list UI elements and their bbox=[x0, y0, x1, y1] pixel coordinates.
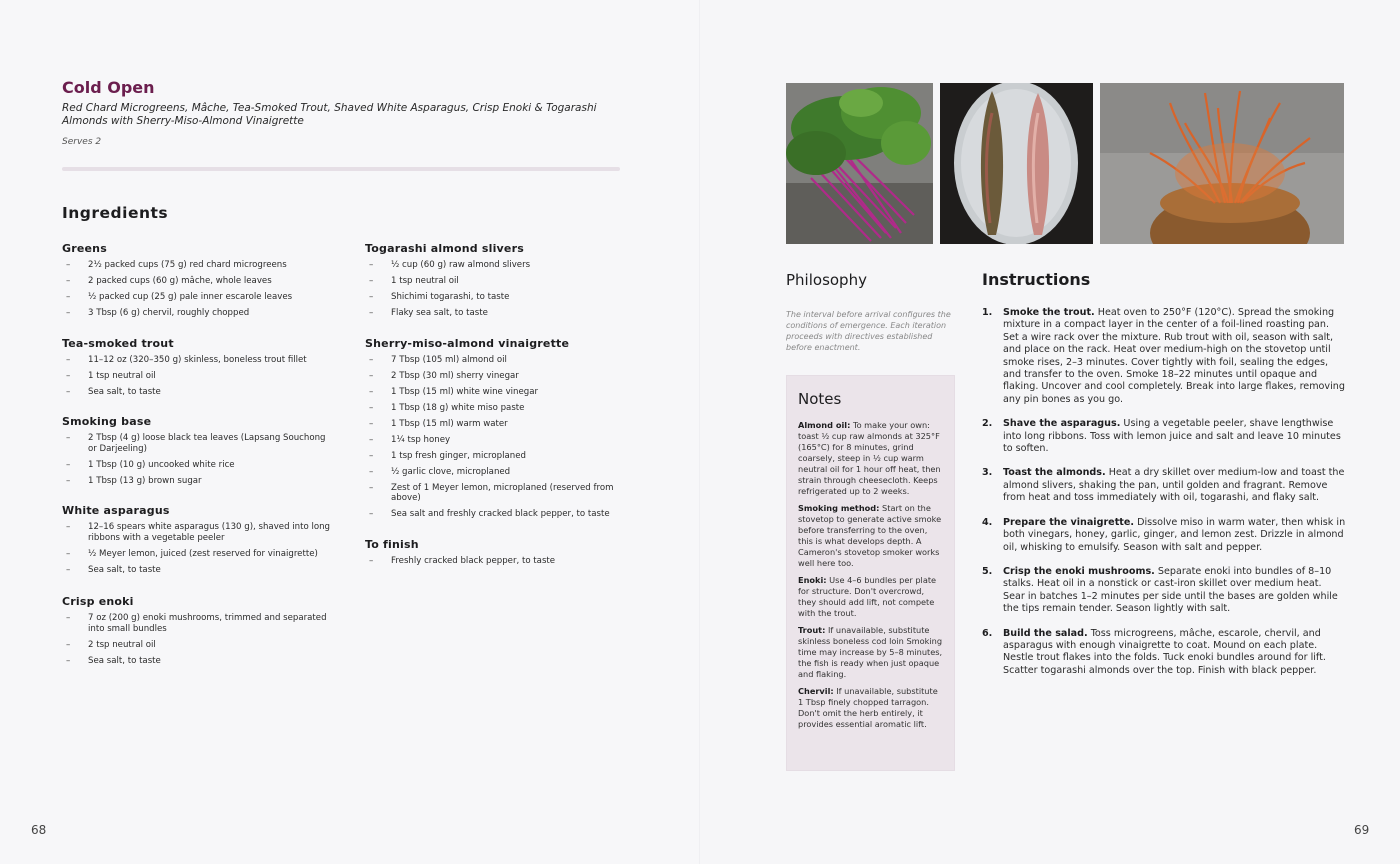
note-text: Start on the stovetop to generate active smoke before transferring to the oven, this is what develops depth. A Cameron's stovetop smoker works well here too. bbox=[798, 503, 942, 568]
ingredient-group-heading: Tea-smoked trout bbox=[62, 336, 174, 350]
serves-label: Serves 2 bbox=[62, 137, 102, 147]
ingredient-group-crisp-enoki bbox=[62, 595, 332, 666]
note-almond-oil bbox=[798, 420, 943, 497]
note-trout bbox=[798, 625, 943, 680]
recipe-title: Cold Open bbox=[62, 78, 155, 97]
ingredient-item: – ½ cup (60 g) raw almond slivers bbox=[365, 260, 625, 271]
note-text: If unavailable, substitute 1 Tbsp finely chopped tarragon. Don't omit the herb entirely, it provides essential aromatic lift. bbox=[798, 686, 938, 729]
ingredient-group-heading: White asparagus bbox=[62, 504, 170, 517]
step-text: Dissolve miso in warm water, then whisk in both vinegars, honey, garlic, ginger, and lemon zest. Drizzle in almond oil, whisking to emulsify. Season with salt and pepper. bbox=[1003, 516, 1346, 553]
recipe-subtitle: Red Chard Microgreens, Mâche, Tea-Smoked Trout, Shaved White Asparagus, Crisp Enoki & Togarashi Almonds with Sherry-Miso-Almond Vinaigrette bbox=[62, 102, 597, 127]
step-text: Toss microgreens, mâche, escarole, chervil, and asparagus with enough vinaigrette to coat. Mound on each plate. Nestle trout flakes into the folds. Tuck enoki bundles around for lift. Scatter togarashi almonds over the top. Finish with black pepper. bbox=[1003, 627, 1326, 676]
page-number-right: 69 bbox=[1354, 823, 1370, 837]
step-title: Prepare the vinaigrette. bbox=[1003, 516, 1135, 528]
ingredient-group-white-asparagus bbox=[62, 504, 332, 575]
step-number: 3. bbox=[982, 467, 993, 479]
step-number: 2. bbox=[982, 418, 993, 430]
ingredient-item: – 1 tsp neutral oil bbox=[365, 276, 625, 287]
ingredient-item: – Sea salt, to taste bbox=[62, 656, 332, 667]
ingredients-heading: Ingredients bbox=[62, 204, 169, 222]
ingredient-item: – ½ garlic clove, microplaned bbox=[365, 467, 625, 478]
ingredient-item: – 2 tsp neutral oil bbox=[62, 640, 332, 651]
notes-box bbox=[786, 375, 955, 771]
step-text: Using a vegetable peeler, shave lengthwise into long ribbons. Toss with lemon juice and salt and leave 10 minutes to soften. bbox=[1003, 418, 1341, 455]
ingredient-item: – 2 packed cups (60 g) mâche, whole leaves bbox=[62, 276, 332, 287]
ingredient-item: – Freshly cracked black pepper, to taste bbox=[365, 556, 625, 567]
ingredient-item: – 1¼ tsp honey bbox=[365, 435, 625, 446]
note-text: If unavailable, substitute skinless boneless cod loin Smoking time may increase by 5–8 minutes, the fish is ready when just opaque and flaking. bbox=[798, 625, 943, 679]
note-enoki bbox=[798, 575, 943, 619]
ingredient-group-heading: Greens bbox=[62, 242, 107, 255]
ingredient-item: – 12–16 spears white asparagus (130 g), shaved into long ribbons with a vegetable peeler bbox=[62, 522, 332, 543]
ingredient-item: – 1 Tbsp (10 g) uncooked white rice bbox=[62, 460, 332, 471]
note-label: Smoking method: bbox=[798, 503, 880, 513]
ingredient-item: – 7 Tbsp (105 ml) almond oil bbox=[365, 355, 625, 366]
ingredient-group-to-finish bbox=[365, 538, 625, 567]
ingredient-group-heading: Sherry-miso-almond vinaigrette bbox=[365, 336, 570, 350]
ingredient-item: – 1 tsp neutral oil bbox=[62, 371, 332, 382]
note-label: Almond oil: bbox=[798, 420, 851, 430]
step-number: 6. bbox=[982, 627, 993, 639]
note-label: Enoki: bbox=[798, 575, 827, 585]
ingredient-item: – 3 Tbsp (6 g) chervil, roughly chopped bbox=[62, 308, 332, 319]
philosophy-heading: Philosophy bbox=[786, 271, 867, 289]
step-title: Build the salad. bbox=[1003, 627, 1088, 639]
instruction-step bbox=[982, 418, 1346, 455]
instruction-step bbox=[982, 517, 1346, 554]
notes-heading: Notes bbox=[798, 390, 842, 408]
ingredient-item: – Sea salt, to taste bbox=[62, 387, 332, 398]
ingredient-item: – 1 Tbsp (18 g) white miso paste bbox=[365, 403, 625, 414]
step-number: 1. bbox=[982, 307, 993, 318]
ingredient-item: – ½ Meyer lemon, juiced (zest reserved for vinaigrette) bbox=[62, 549, 332, 560]
ingredient-item: – 2 Tbsp (4 g) loose black tea leaves (Lapsang Souchong or Darjeeling) bbox=[62, 433, 332, 454]
ingredient-group-togarashi-almonds bbox=[365, 242, 625, 319]
red-chard-microgreens-photo bbox=[786, 83, 933, 244]
instructions-list bbox=[982, 307, 1346, 689]
instruction-step bbox=[982, 307, 1346, 406]
note-smoking-method bbox=[798, 503, 943, 569]
step-text: Heat oven to 250°F (120°C). Spread the smoking mixture in a compact layer in the center of a foil-lined roasting pan. Set a wire rack over the mixture. Rub trout with oil, season with salt, and place on the rack. Heat over medium-high on the stovetop until smoke rises, 2–3 minutes. Cover tightly with foil, sealing the edges, and transfer to the oven. Smoke 18–22 minutes until opaque and flaking. Uncover and cool completely. Break into large flakes, removing any pin bones as you go. bbox=[1003, 307, 1345, 405]
step-title: Toast the almonds. bbox=[1003, 467, 1106, 479]
step-title: Smoke the trout. bbox=[1003, 307, 1095, 318]
step-number: 5. bbox=[982, 565, 993, 577]
ingredient-item: – Sea salt, to taste bbox=[62, 565, 332, 576]
smoked-trout-photo bbox=[940, 83, 1093, 244]
note-chervil bbox=[798, 686, 943, 730]
ingredient-item: – ½ packed cup (25 g) pale inner escarole leaves bbox=[62, 292, 332, 303]
ingredient-item: – Zest of 1 Meyer lemon, microplaned (reserved from above) bbox=[365, 483, 625, 504]
ingredient-item: – Sea salt and freshly cracked black pepper, to taste bbox=[365, 509, 625, 520]
ingredient-item: – Shichimi togarashi, to taste bbox=[365, 292, 625, 303]
crisp-enoki-photo bbox=[1100, 83, 1344, 244]
instruction-step bbox=[982, 628, 1346, 678]
ingredient-item: – 2 Tbsp (30 ml) sherry vinegar bbox=[365, 371, 625, 382]
philosophy-text: The interval before arrival configures the conditions of emergence. Each iteration proceeds with directives established before enactment. bbox=[786, 310, 951, 352]
ingredient-item: – 11–12 oz (320–350 g) skinless, boneless trout fillet bbox=[62, 355, 332, 366]
ingredient-group-tea-smoked-trout bbox=[62, 337, 332, 398]
instruction-step bbox=[982, 467, 1346, 504]
ingredient-group-greens bbox=[62, 242, 332, 319]
step-text: Separate enoki into bundles of 8–10 stalks. Heat oil in a nonstick or cast-iron skillet over medium heat. Sear in batches 1–2 minutes per side until the bases are golden while the tips remain tender. Season lightly with salt. bbox=[1003, 565, 1338, 615]
ingredients-column-2 bbox=[365, 242, 625, 584]
ingredient-group-vinaigrette bbox=[365, 337, 625, 520]
step-title: Crisp the enoki mushrooms. bbox=[1003, 565, 1155, 577]
ingredients-column-1 bbox=[62, 242, 332, 684]
ingredient-group-smoking-base bbox=[62, 415, 332, 486]
note-text: To make your own: toast ½ cup raw almonds at 325°F (165°C) for 8 minutes, grind coarsely, steep in ½ cup warm neutral oil for 1 hour off heat, then strain through cheesecloth. Keeps refrigerated up to 2 weeks. bbox=[798, 420, 941, 496]
step-title: Shave the asparagus. bbox=[1003, 418, 1121, 430]
ingredient-group-heading: To finish bbox=[365, 537, 419, 551]
note-label: Trout: bbox=[798, 625, 826, 635]
title-divider bbox=[62, 167, 620, 171]
ingredient-group-heading: Togarashi almond slivers bbox=[365, 242, 524, 255]
ingredient-group-heading: Smoking base bbox=[62, 415, 152, 428]
ingredient-item: – 1 tsp fresh ginger, microplaned bbox=[365, 451, 625, 462]
step-text: Heat a dry skillet over medium-low and toast the almond slivers, shaking the pan, until golden and fragrant. Remove from heat and toss immediately with oil, togarashi, and flaky salt. bbox=[1003, 467, 1345, 504]
instruction-step bbox=[982, 566, 1346, 616]
ingredient-item: – 7 oz (200 g) enoki mushrooms, trimmed and separated into small bundles bbox=[62, 613, 332, 634]
ingredient-item: – 1 Tbsp (15 ml) warm water bbox=[365, 419, 625, 430]
page-number-left: 68 bbox=[31, 823, 47, 837]
ingredient-item: – 1 Tbsp (15 ml) white wine vinegar bbox=[365, 387, 625, 398]
step-number: 4. bbox=[982, 516, 993, 528]
ingredient-item: – 2½ packed cups (75 g) red chard microgreens bbox=[62, 260, 332, 271]
ingredient-item: – 1 Tbsp (13 g) brown sugar bbox=[62, 476, 332, 487]
ingredient-item: – Flaky sea salt, to taste bbox=[365, 308, 625, 319]
note-label: Chervil: bbox=[798, 686, 834, 696]
instructions-heading: Instructions bbox=[982, 270, 1091, 289]
ingredient-group-heading: Crisp enoki bbox=[62, 595, 134, 608]
note-text: Use 4–6 bundles per plate for structure. Don't overcrowd, they should add lift, not compete with the trout. bbox=[798, 575, 937, 618]
